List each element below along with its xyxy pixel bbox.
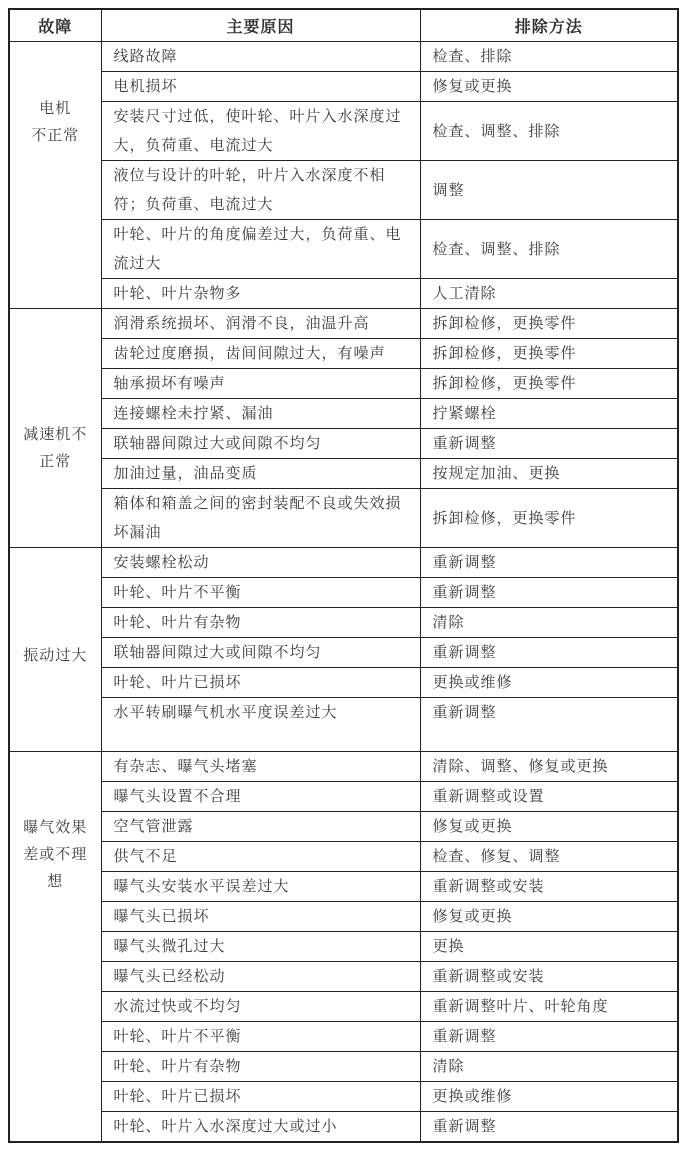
table-row: [9, 339, 678, 369]
table-row: [9, 1082, 678, 1112]
remedy-cell: 修复或更换: [420, 902, 678, 932]
table-row: [9, 220, 678, 279]
remedy-cell: 重新调整或设置: [420, 782, 678, 812]
remedy-cell: 拧紧螺栓: [420, 399, 678, 429]
table-row: [9, 399, 678, 429]
remedy-cell: 更换或维修: [420, 668, 678, 698]
cause-cell: 电机损坏: [101, 72, 420, 102]
fault-group-label: [9, 548, 101, 752]
cause-cell: 曝气头安装水平误差过大: [101, 872, 420, 902]
table-row: [9, 932, 678, 962]
table-row: [9, 902, 678, 932]
cause-cell: 安装尺寸过低，使叶轮、叶片入水深度过大，负荷重、电流过大: [101, 102, 420, 161]
remedy-cell: 重新调整: [420, 578, 678, 608]
table-body: [9, 42, 678, 1143]
cause-cell: 齿轮过度磨损，齿间间隙过大，有噪声: [101, 339, 420, 369]
remedy-cell: 重新调整: [420, 638, 678, 668]
table-row: [9, 42, 678, 72]
table-row: [9, 489, 678, 548]
table-header-row: [9, 9, 678, 42]
table-row: [9, 1022, 678, 1052]
cause-cell: 线路故障: [101, 42, 420, 72]
table-row: [9, 459, 678, 489]
table-row: [9, 812, 678, 842]
remedy-cell: 按规定加油、更换: [420, 459, 678, 489]
cause-cell: 有杂志、曝气头堵塞: [101, 752, 420, 782]
cause-cell: 曝气头已损坏: [101, 902, 420, 932]
fault-group-label: [9, 42, 101, 309]
remedy-cell: 拆卸检修，更换零件: [420, 369, 678, 399]
remedy-cell: 清除: [420, 1052, 678, 1082]
remedy-cell: 调整: [420, 161, 678, 220]
cause-cell: 箱体和箱盖之间的密封装配不良或失效损坏漏油: [101, 489, 420, 548]
cause-cell: 曝气头微孔过大: [101, 932, 420, 962]
remedy-cell: 清除: [420, 608, 678, 638]
fault-label-line: 振动过大: [23, 647, 88, 664]
cause-cell: 液位与设计的叶轮，叶片入水深度不相符；负荷重、电流过大: [101, 161, 420, 220]
cause-cell: 叶轮、叶片不平衡: [101, 1022, 420, 1052]
remedy-cell: 清除、调整、修复或更换: [420, 752, 678, 782]
cause-cell: 叶轮、叶片不平衡: [101, 578, 420, 608]
remedy-cell: 重新调整: [420, 429, 678, 459]
remedy-cell: 检查、调整、排除: [420, 220, 678, 279]
remedy-cell: 拆卸检修，更换零件: [420, 339, 678, 369]
header-cause: 主要原因: [101, 9, 420, 42]
table-row: [9, 72, 678, 102]
cause-cell: 润滑系统损坏、润滑不良，油温升高: [101, 309, 420, 339]
header-fault: 故障: [9, 9, 101, 42]
table-row: [9, 102, 678, 161]
cause-cell: 叶轮、叶片已损坏: [101, 668, 420, 698]
remedy-cell: 重新调整或安装: [420, 962, 678, 992]
table-row: [9, 638, 678, 668]
table-row: [9, 782, 678, 812]
cause-cell: 叶轮、叶片有杂物: [101, 608, 420, 638]
table-row: [9, 429, 678, 459]
remedy-cell: 修复或更换: [420, 812, 678, 842]
remedy-cell: 检查、修复、调整: [420, 842, 678, 872]
table-row: [9, 548, 678, 578]
fault-label-line: 曝气效果: [23, 819, 88, 836]
header-remedy: 排除方法: [420, 9, 678, 42]
cause-cell: 连接螺栓未拧紧、漏油: [101, 399, 420, 429]
remedy-cell: 修复或更换: [420, 72, 678, 102]
table-row: [9, 578, 678, 608]
cause-cell: 叶轮、叶片杂物多: [101, 279, 420, 309]
fault-group-label: [9, 752, 101, 1143]
table-row: [9, 161, 678, 220]
cause-cell: 加油过量，油品变质: [101, 459, 420, 489]
remedy-cell: 拆卸检修，更换零件: [420, 489, 678, 548]
fault-label-line: 减速机不: [23, 426, 88, 443]
fault-group-label: [9, 309, 101, 548]
remedy-cell: 检查、调整、排除: [420, 102, 678, 161]
fault-label-line: 正常: [39, 453, 72, 470]
table-row: [9, 698, 678, 752]
remedy-cell: 重新调整叶片、叶轮角度: [420, 992, 678, 1022]
table-row: [9, 309, 678, 339]
fault-label-line: 电机: [39, 100, 72, 117]
table-row: [9, 752, 678, 782]
fault-table: [8, 8, 679, 1143]
cause-cell: 水流过快或不均匀: [101, 992, 420, 1022]
cause-cell: 曝气头已经松动: [101, 962, 420, 992]
cause-cell: 叶轮、叶片有杂物: [101, 1052, 420, 1082]
remedy-cell: 重新调整: [420, 1112, 678, 1143]
cause-cell: 轴承损坏有噪声: [101, 369, 420, 399]
table-row: [9, 842, 678, 872]
table-row: [9, 992, 678, 1022]
remedy-cell: 人工清除: [420, 279, 678, 309]
remedy-cell: 拆卸检修，更换零件: [420, 309, 678, 339]
cause-cell: 联轴器间隙过大或间隙不均匀: [101, 638, 420, 668]
cause-cell: 空气管泄露: [101, 812, 420, 842]
remedy-cell: 检查、排除: [420, 42, 678, 72]
fault-label-line: 想: [47, 873, 64, 890]
remedy-cell: 重新调整: [420, 548, 678, 578]
table-row: [9, 369, 678, 399]
table-row: [9, 279, 678, 309]
cause-cell: 安装螺栓松动: [101, 548, 420, 578]
remedy-cell: 重新调整: [420, 698, 678, 752]
cause-cell: 供气不足: [101, 842, 420, 872]
table-row: [9, 872, 678, 902]
table-row: [9, 1112, 678, 1143]
fault-label-line: 不正常: [31, 127, 80, 144]
table-row: [9, 668, 678, 698]
cause-cell: 水平转刷曝气机水平度误差过大: [101, 698, 420, 752]
cause-cell: 联轴器间隙过大或间隙不均匀: [101, 429, 420, 459]
cause-cell: 叶轮、叶片入水深度过大或过小: [101, 1112, 420, 1143]
cause-cell: 叶轮、叶片已损坏: [101, 1082, 420, 1112]
cause-cell: 曝气头设置不合理: [101, 782, 420, 812]
cause-cell: 叶轮、叶片的角度偏差过大，负荷重、电流过大: [101, 220, 420, 279]
fault-label-line: 差或不理: [23, 846, 88, 863]
remedy-cell: 更换或维修: [420, 1082, 678, 1112]
table-row: [9, 962, 678, 992]
table-row: [9, 1052, 678, 1082]
remedy-cell: 重新调整: [420, 1022, 678, 1052]
remedy-cell: 更换: [420, 932, 678, 962]
table-row: [9, 608, 678, 638]
remedy-cell: 重新调整或安装: [420, 872, 678, 902]
